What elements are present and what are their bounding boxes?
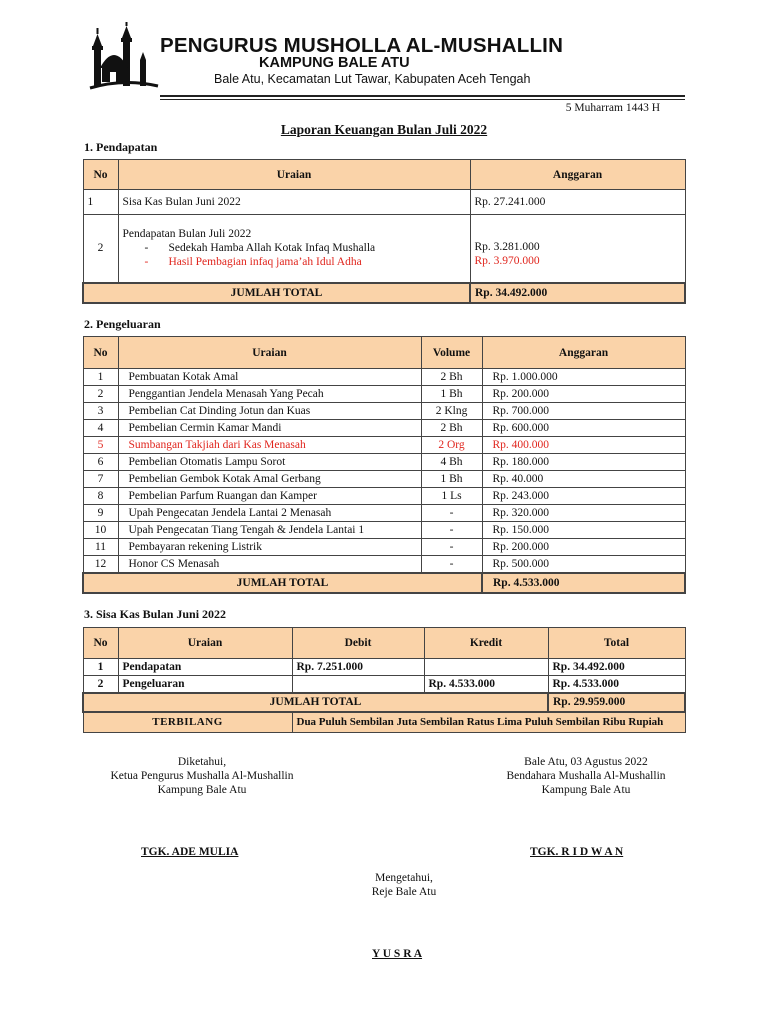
row-volume: - — [421, 505, 482, 522]
signature-right — [466, 755, 706, 797]
org-address: Bale Atu, Kecamatan Lut Tawar, Kabupaten Aceh Tengah — [214, 72, 531, 86]
row-volume: 4 Bh — [421, 454, 482, 471]
row-volume: 2 Bh — [421, 420, 482, 437]
row-total: Rp. 4.533.000 — [548, 676, 685, 693]
signer-left-name: TGK. ADE MULIA — [141, 846, 239, 858]
row-no: 3 — [83, 403, 118, 420]
report-title: Laporan Keuangan Bulan Juli 2022 — [280, 122, 488, 137]
header-rule-thin — [160, 99, 685, 100]
row-volume: 2 Bh — [421, 369, 482, 386]
row-volume: - — [421, 522, 482, 539]
sign-right-line: Kampung Bale Atu — [541, 784, 631, 796]
row-anggaran: Rp. 3.970.000 — [474, 255, 540, 268]
table-row — [83, 369, 685, 386]
row-uraian: Pembelian Parfum Ruangan dan Kamper — [118, 488, 421, 505]
row-volume: 2 Org — [421, 437, 482, 454]
table-row — [83, 556, 685, 573]
row-anggaran: Rp. 400.000 — [482, 437, 685, 454]
row-uraian: Pendapatan — [118, 659, 292, 676]
signature-left — [82, 755, 322, 797]
col-kredit: Kredit — [424, 628, 548, 659]
org-subtitle: KAMPUNG BALE ATU — [259, 55, 410, 71]
sign-right-line: Bale Atu, 03 Agustus 2022 — [524, 756, 648, 768]
section-pengeluaran-heading: 2. Pengeluaran — [84, 317, 161, 331]
row-anggaran: Rp. 200.000 — [482, 539, 685, 556]
table-row — [83, 659, 685, 676]
table-row — [83, 471, 685, 488]
col-anggaran: Anggaran — [470, 160, 685, 190]
row-anggaran: Rp. 40.000 — [482, 471, 685, 488]
row-uraian: Pembayaran rekening Listrik — [118, 539, 421, 556]
sign-left-line: Diketahui, — [177, 756, 227, 768]
row-uraian: Pembelian Gembok Kotak Amal Gerbang — [118, 471, 421, 488]
total-label: JUMLAH TOTAL — [83, 693, 548, 712]
row-uraian: Pembuatan Kotak Amal — [118, 369, 421, 386]
row-anggaran: Rp. 500.000 — [482, 556, 685, 573]
row-debit — [292, 676, 424, 693]
col-no: No — [83, 337, 118, 369]
total-label: JUMLAH TOTAL — [83, 573, 482, 593]
row-debit: Rp. 7.251.000 — [292, 659, 424, 676]
row-no: 2 — [83, 215, 118, 283]
section-pendapatan-heading: 1. Pendapatan — [84, 140, 158, 154]
row-no: 8 — [83, 488, 118, 505]
bullet-dash: - — [144, 256, 149, 269]
col-volume: Volume — [421, 337, 482, 369]
row-anggaran: Rp. 180.000 — [482, 454, 685, 471]
org-title: PENGURUS MUSHOLLA AL-MUSHALLIN — [160, 34, 564, 57]
col-uraian: Uraian — [118, 628, 292, 659]
row-volume: 2 Klng — [421, 403, 482, 420]
total-label: JUMLAH TOTAL — [83, 283, 470, 303]
table-row — [83, 539, 685, 556]
pendapatan-table — [82, 159, 686, 304]
row-no: 6 — [83, 454, 118, 471]
row-anggaran: Rp. 1.000.000 — [482, 369, 685, 386]
table-row — [83, 454, 685, 471]
row-volume: 1 Bh — [421, 386, 482, 403]
row-uraian: Upah Pengecatan Jendela Lantai 2 Menasah — [118, 505, 421, 522]
row-anggaran: Rp. 150.000 — [482, 522, 685, 539]
row-uraian: Pendapatan Bulan Juli 2022 — [122, 228, 252, 241]
table-row — [83, 437, 685, 454]
row-volume: 1 Bh — [421, 471, 482, 488]
row-no: 12 — [83, 556, 118, 573]
sign-left-line: Ketua Pengurus Mushalla Al-Mushallin — [110, 770, 294, 782]
table-row — [83, 522, 685, 539]
row-anggaran: Rp. 700.000 — [482, 403, 685, 420]
sign-left-line: Kampung Bale Atu — [157, 784, 247, 796]
table-row — [83, 215, 685, 283]
row-uraian: Pembelian Cat Dinding Jotun dan Kuas — [118, 403, 421, 420]
table-row — [83, 505, 685, 522]
signer-right-name: TGK. R I D W A N — [530, 846, 624, 858]
row-no: 1 — [83, 369, 118, 386]
table-row — [83, 386, 685, 403]
col-anggaran: Anggaran — [482, 337, 685, 369]
row-anggaran: Rp. 200.000 — [482, 386, 685, 403]
total-value: Rp. 4.533.000 — [482, 573, 685, 593]
row-no: 7 — [83, 471, 118, 488]
row-no: 5 — [83, 437, 118, 454]
sign-center-line: Reje Bale Atu — [371, 886, 437, 898]
signer-center-name: Y U S R A — [372, 948, 423, 960]
col-debit: Debit — [292, 628, 424, 659]
row-uraian: Pengeluaran — [118, 676, 292, 693]
mosque-logo-icon — [88, 22, 160, 94]
table-row — [83, 403, 685, 420]
row-uraian: Pembelian Otomatis Lampu Sorot — [118, 454, 421, 471]
terbilang-label: TERBILANG — [83, 712, 292, 733]
row-no: 2 — [83, 676, 118, 693]
row-total: Rp. 34.492.000 — [548, 659, 685, 676]
row-no: 1 — [83, 190, 118, 215]
row-anggaran: Rp. 27.241.000 — [470, 190, 685, 215]
row-uraian: Upah Pengecatan Tiang Tengah & Jendela Lantai 1 — [118, 522, 421, 539]
bullet-dash: - — [144, 242, 149, 255]
row-anggaran: Rp. 243.000 — [482, 488, 685, 505]
total-value: Rp. 29.959.000 — [548, 693, 685, 712]
total-row — [83, 573, 685, 593]
sisa-table — [82, 627, 686, 733]
row-no: 11 — [83, 539, 118, 556]
signature-center — [284, 871, 524, 899]
row-volume: - — [421, 556, 482, 573]
table-row — [83, 676, 685, 693]
total-row — [83, 693, 685, 712]
sign-right-line: Bendahara Mushalla Al-Mushallin — [506, 770, 666, 782]
row-uraian: Pembelian Cermin Kamar Mandi — [118, 420, 421, 437]
row-uraian: Sumbangan Takjiah dari Kas Menasah — [118, 437, 421, 454]
row-volume: - — [421, 539, 482, 556]
col-uraian: Uraian — [118, 337, 421, 369]
row-volume: 1 Ls — [421, 488, 482, 505]
row-no: 2 — [83, 386, 118, 403]
terbilang-row — [83, 712, 685, 733]
col-no: No — [83, 160, 118, 190]
row-uraian: Honor CS Menasah — [118, 556, 421, 573]
row-no: 4 — [83, 420, 118, 437]
row-anggaran: Rp. 320.000 — [482, 505, 685, 522]
section-sisa-heading: 3. Sisa Kas Bulan Juni 2022 — [84, 607, 227, 621]
row-no: 10 — [83, 522, 118, 539]
table-row — [83, 190, 685, 215]
row-uraian: Sisa Kas Bulan Juni 2022 — [118, 190, 470, 215]
row-uraian: Penggantian Jendela Menasah Yang Pecah — [118, 386, 421, 403]
row-kredit: Rp. 4.533.000 — [424, 676, 548, 693]
header-rule — [160, 95, 685, 97]
row-no: 9 — [83, 505, 118, 522]
row-kredit — [424, 659, 548, 676]
table-row — [83, 488, 685, 505]
row-anggaran: Rp. 600.000 — [482, 420, 685, 437]
row-no: 1 — [83, 659, 118, 676]
terbilang-value: Dua Puluh Sembilan Juta Sembilan Ratus Lima Puluh Sembilan Ribu Rupiah — [292, 712, 685, 733]
total-row — [83, 283, 685, 303]
row-anggaran: Rp. 3.281.000 — [474, 241, 540, 254]
table-row — [83, 420, 685, 437]
total-value: Rp. 34.492.000 — [470, 283, 685, 303]
sign-center-line: Mengetahui, — [375, 872, 433, 884]
col-no: No — [83, 628, 118, 659]
hijri-date: 5 Muharram 1443 H — [565, 102, 660, 114]
row-sub-uraian: Sedekah Hamba Allah Kotak Infaq Mushalla — [168, 242, 376, 255]
col-total: Total — [548, 628, 685, 659]
pengeluaran-table — [82, 336, 686, 594]
col-uraian: Uraian — [118, 160, 470, 190]
row-sub-uraian: Hasil Pembagian infaq jama’ah Idul Adha — [168, 256, 362, 269]
